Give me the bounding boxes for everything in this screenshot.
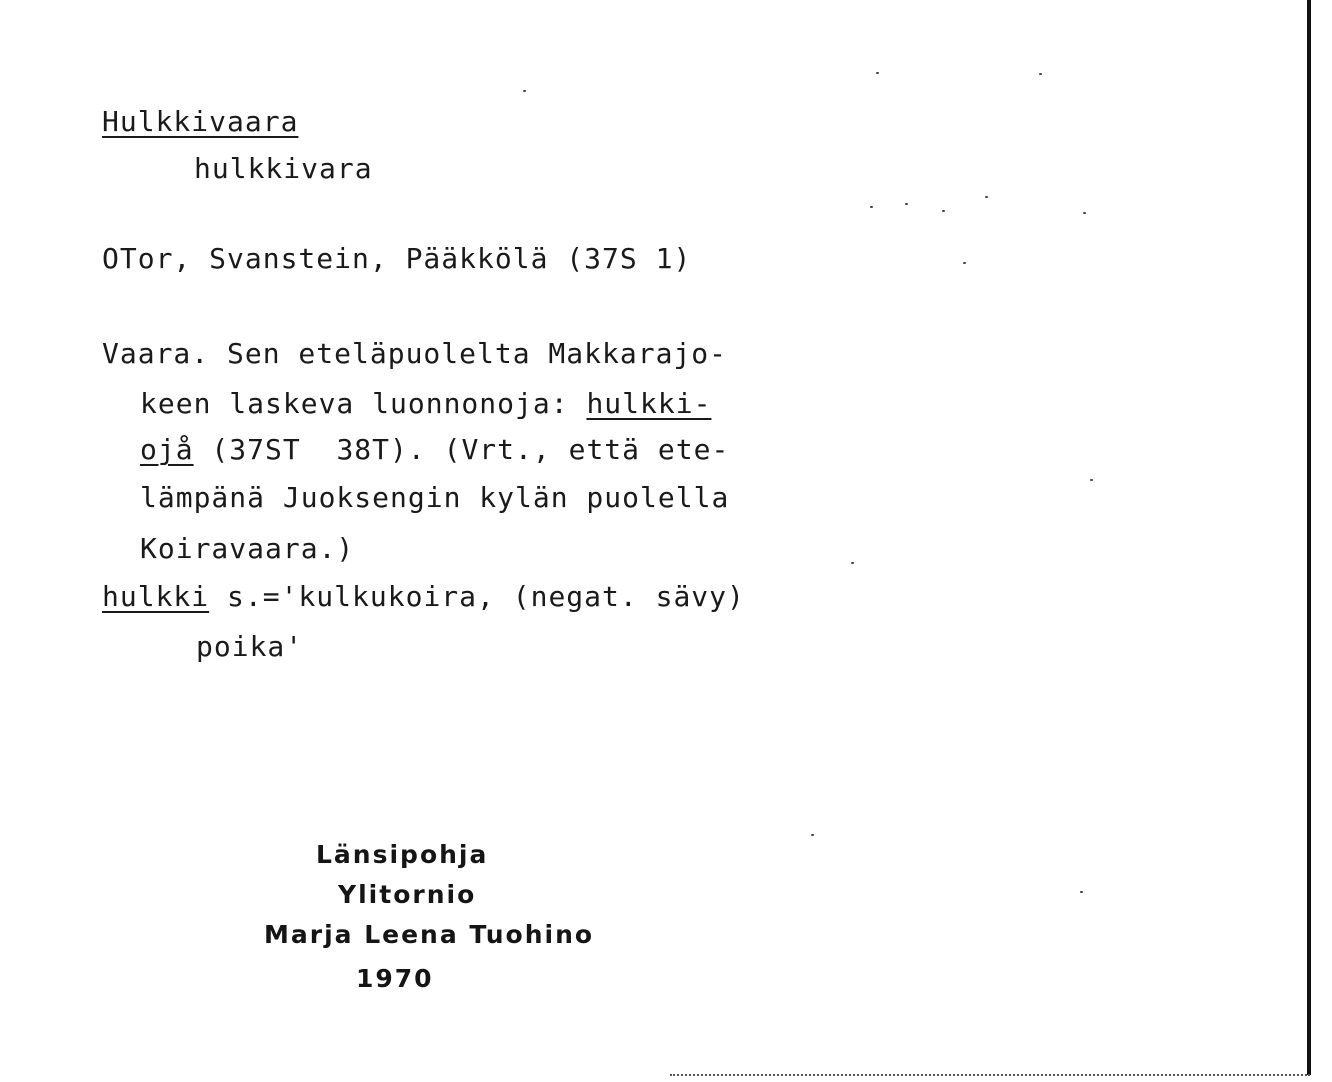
term-hulkki-oja-part-2: ojå	[140, 433, 194, 466]
stamp-region: Länsipohja	[316, 840, 489, 869]
scan-speck	[1039, 73, 1042, 75]
scan-speck	[985, 196, 988, 198]
headword: Hulkkivaara	[102, 105, 299, 138]
term-hulkki-oja-part-1: hulkki-	[586, 387, 712, 420]
source-line: OTor, Svanstein, Pääkkölä (37S 1)	[102, 242, 692, 275]
scan-speck	[876, 72, 879, 74]
description-line-5: Koiravaara.)	[140, 532, 355, 565]
scan-speck	[1080, 891, 1083, 893]
description-line-4: lämpänä Juoksengin kylän puolella	[140, 481, 730, 514]
description-line-2-text: keen laskeva luonnonoja:	[140, 387, 587, 420]
description-line-3	[140, 433, 730, 466]
scan-speck	[523, 90, 526, 92]
card-bottom-edge	[670, 1074, 1310, 1076]
word-note-definition: s.='kulkukoira, (negat. sävy)	[209, 580, 745, 613]
word-note	[102, 580, 745, 613]
scan-speck	[905, 203, 908, 205]
scan-speck	[811, 834, 814, 836]
description-line-2	[140, 387, 712, 420]
pronunciation: hulkkivara	[194, 152, 373, 185]
scan-speck	[1083, 212, 1086, 214]
stamp-collector: Marja Leena Tuohino	[264, 920, 595, 949]
scan-speck	[851, 562, 854, 564]
description-line-3-text: (37ST 38T). (Vrt., että ete-	[193, 433, 730, 466]
card-right-edge	[1307, 0, 1311, 1075]
scan-speck	[870, 206, 873, 208]
word-note-continuation: poika'	[196, 630, 304, 663]
stamp-parish: Ylitornio	[338, 880, 477, 909]
scan-speck	[963, 262, 966, 264]
stamp-year: 1970	[356, 964, 434, 993]
scan-speck	[942, 210, 945, 212]
description-line-1: Vaara. Sen eteläpuolelta Makkarajo-	[102, 337, 728, 370]
scan-speck	[1090, 479, 1093, 481]
word-note-term: hulkki	[102, 580, 210, 613]
